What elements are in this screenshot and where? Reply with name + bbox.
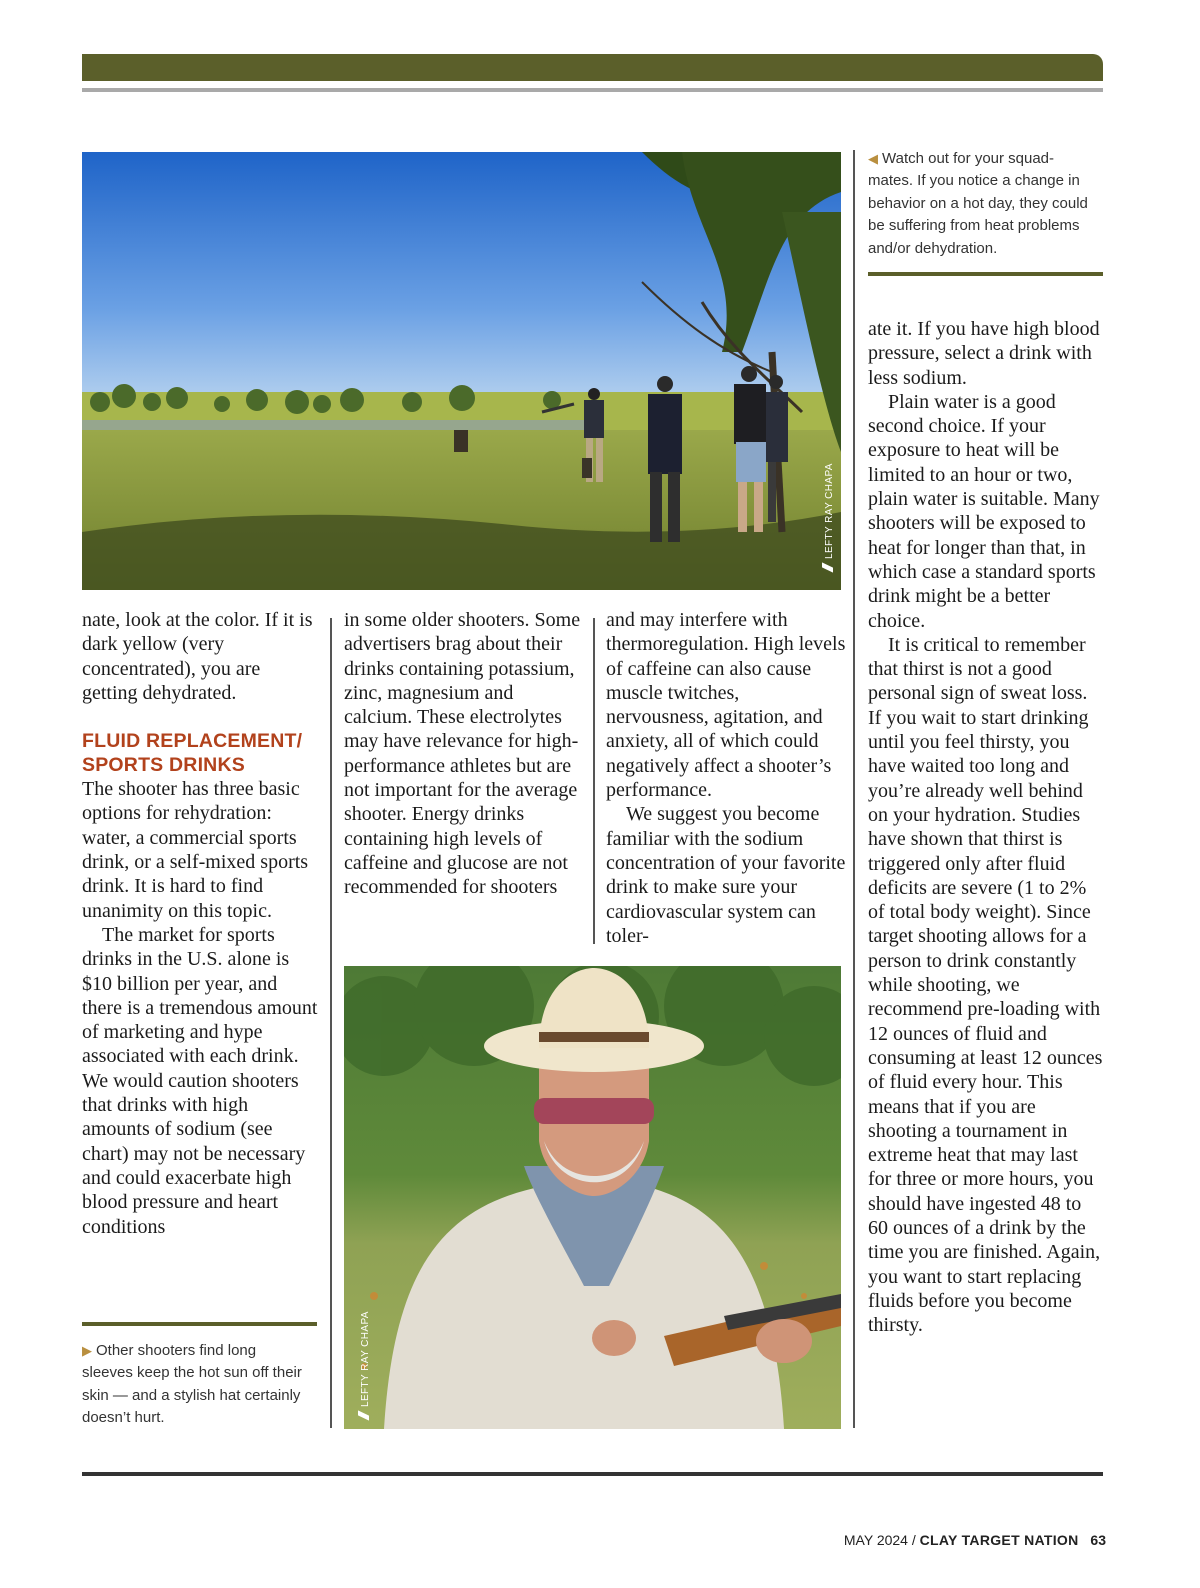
photo-credit-top: LEFTY RAY CHAPA bbox=[822, 463, 835, 570]
magazine-name: CLAY TARGET NATION bbox=[919, 1532, 1079, 1548]
article-column-3 bbox=[606, 608, 846, 948]
page-footer bbox=[844, 1532, 1106, 1548]
page-number: 63 bbox=[1090, 1532, 1106, 1548]
issue-date: MAY 2024 / bbox=[843, 1532, 916, 1548]
caption-rule-top bbox=[868, 272, 1103, 276]
column-divider-3 bbox=[853, 150, 855, 1428]
col3-paragraph-2: We suggest you become familiar with the sodium concentration of your favorite drink to make sure your cardiovascular system can toler- bbox=[606, 803, 846, 947]
col4-paragraph-2: Plain water is a good second choice. If your exposure to heat will be limited to an hour or two, plain water is suitable. Many shooters will be exposed to heat for longer than that, in which case a standard sports drink might be a better choice. bbox=[868, 390, 1100, 632]
shooter-portrait-photo bbox=[344, 966, 841, 1429]
header-bar bbox=[82, 54, 1103, 81]
header-rule bbox=[82, 88, 1103, 92]
caption-marker-left-icon: ◀ bbox=[868, 151, 878, 166]
caption-rule-bottom bbox=[82, 1322, 317, 1326]
caption-long-sleeves: ▶ Other shooters find long sleeves keep the hot sun off their skin — and a stylish hat certainly doesn’t hurt. bbox=[82, 1342, 302, 1427]
caption-marker-right-icon: ▶ bbox=[82, 1343, 92, 1358]
footer-rule bbox=[82, 1472, 1103, 1476]
column-divider-1 bbox=[330, 618, 332, 1428]
column-divider-2 bbox=[593, 618, 595, 944]
col3-paragraph-1: and may interfere with thermoregulation. High levels of caffeine can also cause muscle twitches, nervousness, agitation, and anxiety, all of which could negatively affect a shooter’s performance. bbox=[606, 609, 846, 802]
col1-paragraph-1: nate, look at the color. If it is dark yellow (very concentrated), you are getting dehydrated. bbox=[82, 609, 313, 704]
col1-paragraph-3: The market for sports drinks in the U.S. alone is $10 billion per year, and there is a tremendous amount of marketing and hype associated with each drink. We would caution shooters that drinks with high amounts of sodium (see chart) may not be necessary and could exacerbate high blood pressure and heart conditions bbox=[82, 923, 318, 1238]
col4-paragraph-3: It is critical to remember that thirst is not a good personal sign of sweat loss. If you wait to start drinking until you feel thirsty, you have waited too long and you’re already well behind on your hydration. Studies have shown that thirst is triggered only after fluid deficits are severe (1 to 2% of total body weight). Since target shooting allows for a person to drink constantly while shooting, we recommend pre-loading with 12 ounces of fluid and consuming at least 12 ounces of fluid every hour. This means that if you are shooting a tournament in extreme heat that may last for three or more hours, you should have ingested 48 to 60 ounces of a drink by the time you are finished. Again, you want to start replacing fluids before you become thirsty. bbox=[868, 633, 1103, 1337]
col4-paragraph-1: ate it. If you have high blood pressure, select a drink with less sodium. bbox=[868, 318, 1100, 389]
caption-squadmates: ◀ Watch out for your squad-mates. If you notice a change in behavior on a hot day, they could be suffering from heat problems and/or dehydration. bbox=[868, 150, 1088, 257]
col2-paragraph-1: in some older shooters. Some advertisers brag about their drinks containing potassium, zinc, magnesium and calcium. These electrolytes may have relevance for high-performance athletes but are not important for the average shooter. Energy drinks containing high levels of caffeine and glucose are not recommended for shooters bbox=[344, 609, 581, 899]
col1-paragraph-2: The shooter has three basic options for rehydration: water, a commercial sports drink, or a self-mixed sports drink. It is hard to find unanimity on this topic. bbox=[82, 778, 309, 922]
article-column-4 bbox=[868, 317, 1103, 1337]
article-column-1 bbox=[82, 608, 320, 1239]
article-column-2 bbox=[344, 608, 584, 900]
photo-credit-bottom: LEFTY RAY CHAPA bbox=[358, 1311, 371, 1418]
section-heading: FLUID REPLACEMENT/ SPORTS DRINKS bbox=[82, 730, 303, 777]
shooters-range-photo bbox=[82, 152, 841, 590]
